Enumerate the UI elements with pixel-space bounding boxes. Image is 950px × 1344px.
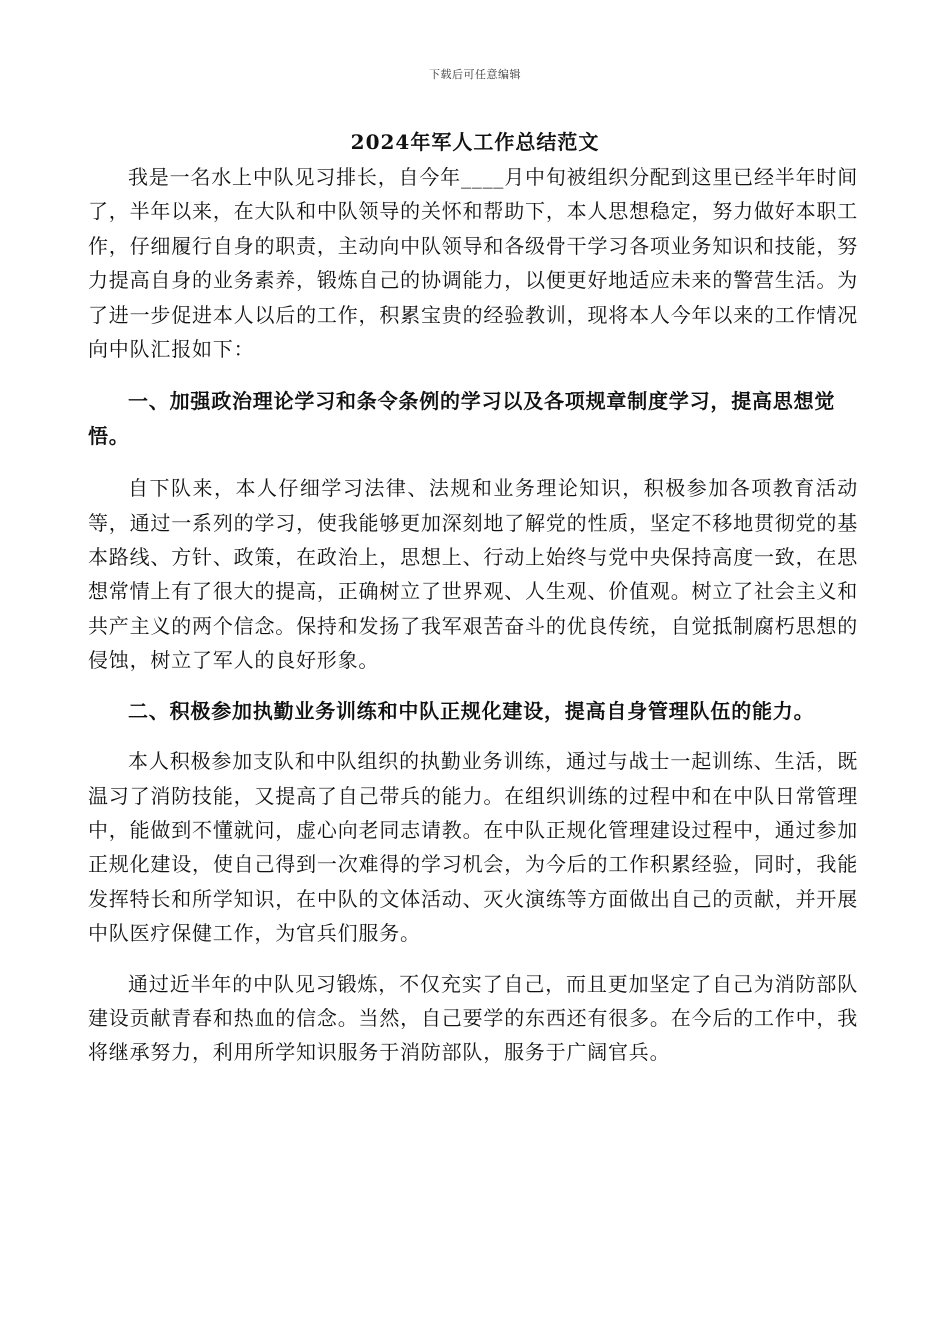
- section-1-heading: 一、加强政治理论学习和条令条例的学习以及各项规章制度学习，提高思想觉悟。: [88, 389, 836, 448]
- section-2-heading: 二、积极参加执勤业务训练和中队正规化建设，提高自身管理队伍的能力。: [128, 698, 815, 723]
- section-2-paragraph: 本人积极参加支队和中队组织的执勤业务训练，通过与战士一起训练、生活，既温习了消防技能，又提高了自己带兵的能力。在组织训练的过程中和在中队日常管理中，能做到不懂就问，虚心向老同志请教。在中队正规化管理建设过程中，通过参加正规化建设，使自己得到一次难得的学习机会，为今后的工作积累经验，同时，我能发挥特长和所学知识，在中队的文体活动、灭火演练等方面做出自己的贡献，并开展中队医疗保健工作，为官兵们服务。: [88, 749, 858, 946]
- header-note: 下载后可任意编辑: [429, 68, 521, 81]
- section-1-paragraph: 自下队来，本人仔细学习法律、法规和业务理论知识，积极参加各项教育活动等，通过一系列的学习，使我能够更加深刻地了解党的性质，坚定不移地贯彻党的基本路线、方针、政策，在政治上，思想上、行动上始终与党中央保持高度一致，在思想常情上有了很大的提高，正确树立了世界观、人生观、价值观。树立了社会主义和共产主义的两个信念。保持和发扬了我军艰苦奋斗的优良传统，自觉抵制腐朽思想的侵蚀，树立了军人的良好形象。: [88, 476, 858, 673]
- intro-paragraph: 我是一名水上中队见习排长，自今年____月中旬被组织分配到这里已经半年时间了，半年以来，在大队和中队领导的关怀和帮助下，本人思想稳定，努力做好本职工作，仔细履行自身的职责，主动向中队领导和各级骨干学习各项业务知识和技能，努力提高自身的业务素养，锻炼自己的协调能力，以便更好地适应未来的警营生活。为了进一步促进本人以后的工作，积累宝贵的经验教训，现将本人今年以来的工作情况向中队汇报如下：: [88, 165, 858, 362]
- document-body: [88, 160, 858, 1070]
- conclusion-paragraph: 通过近半年的中队见习锻炼，不仅充实了自己，而且更加坚定了自己为消防部队建设贡献青春和热血的信念。当然，自己要学的东西还有很多。在今后的工作中，我将继承努力，利用所学知识服务于消防部队，服务于广阔官兵。: [88, 971, 858, 1065]
- document-title: 2024年军人工作总结范文: [350, 130, 600, 154]
